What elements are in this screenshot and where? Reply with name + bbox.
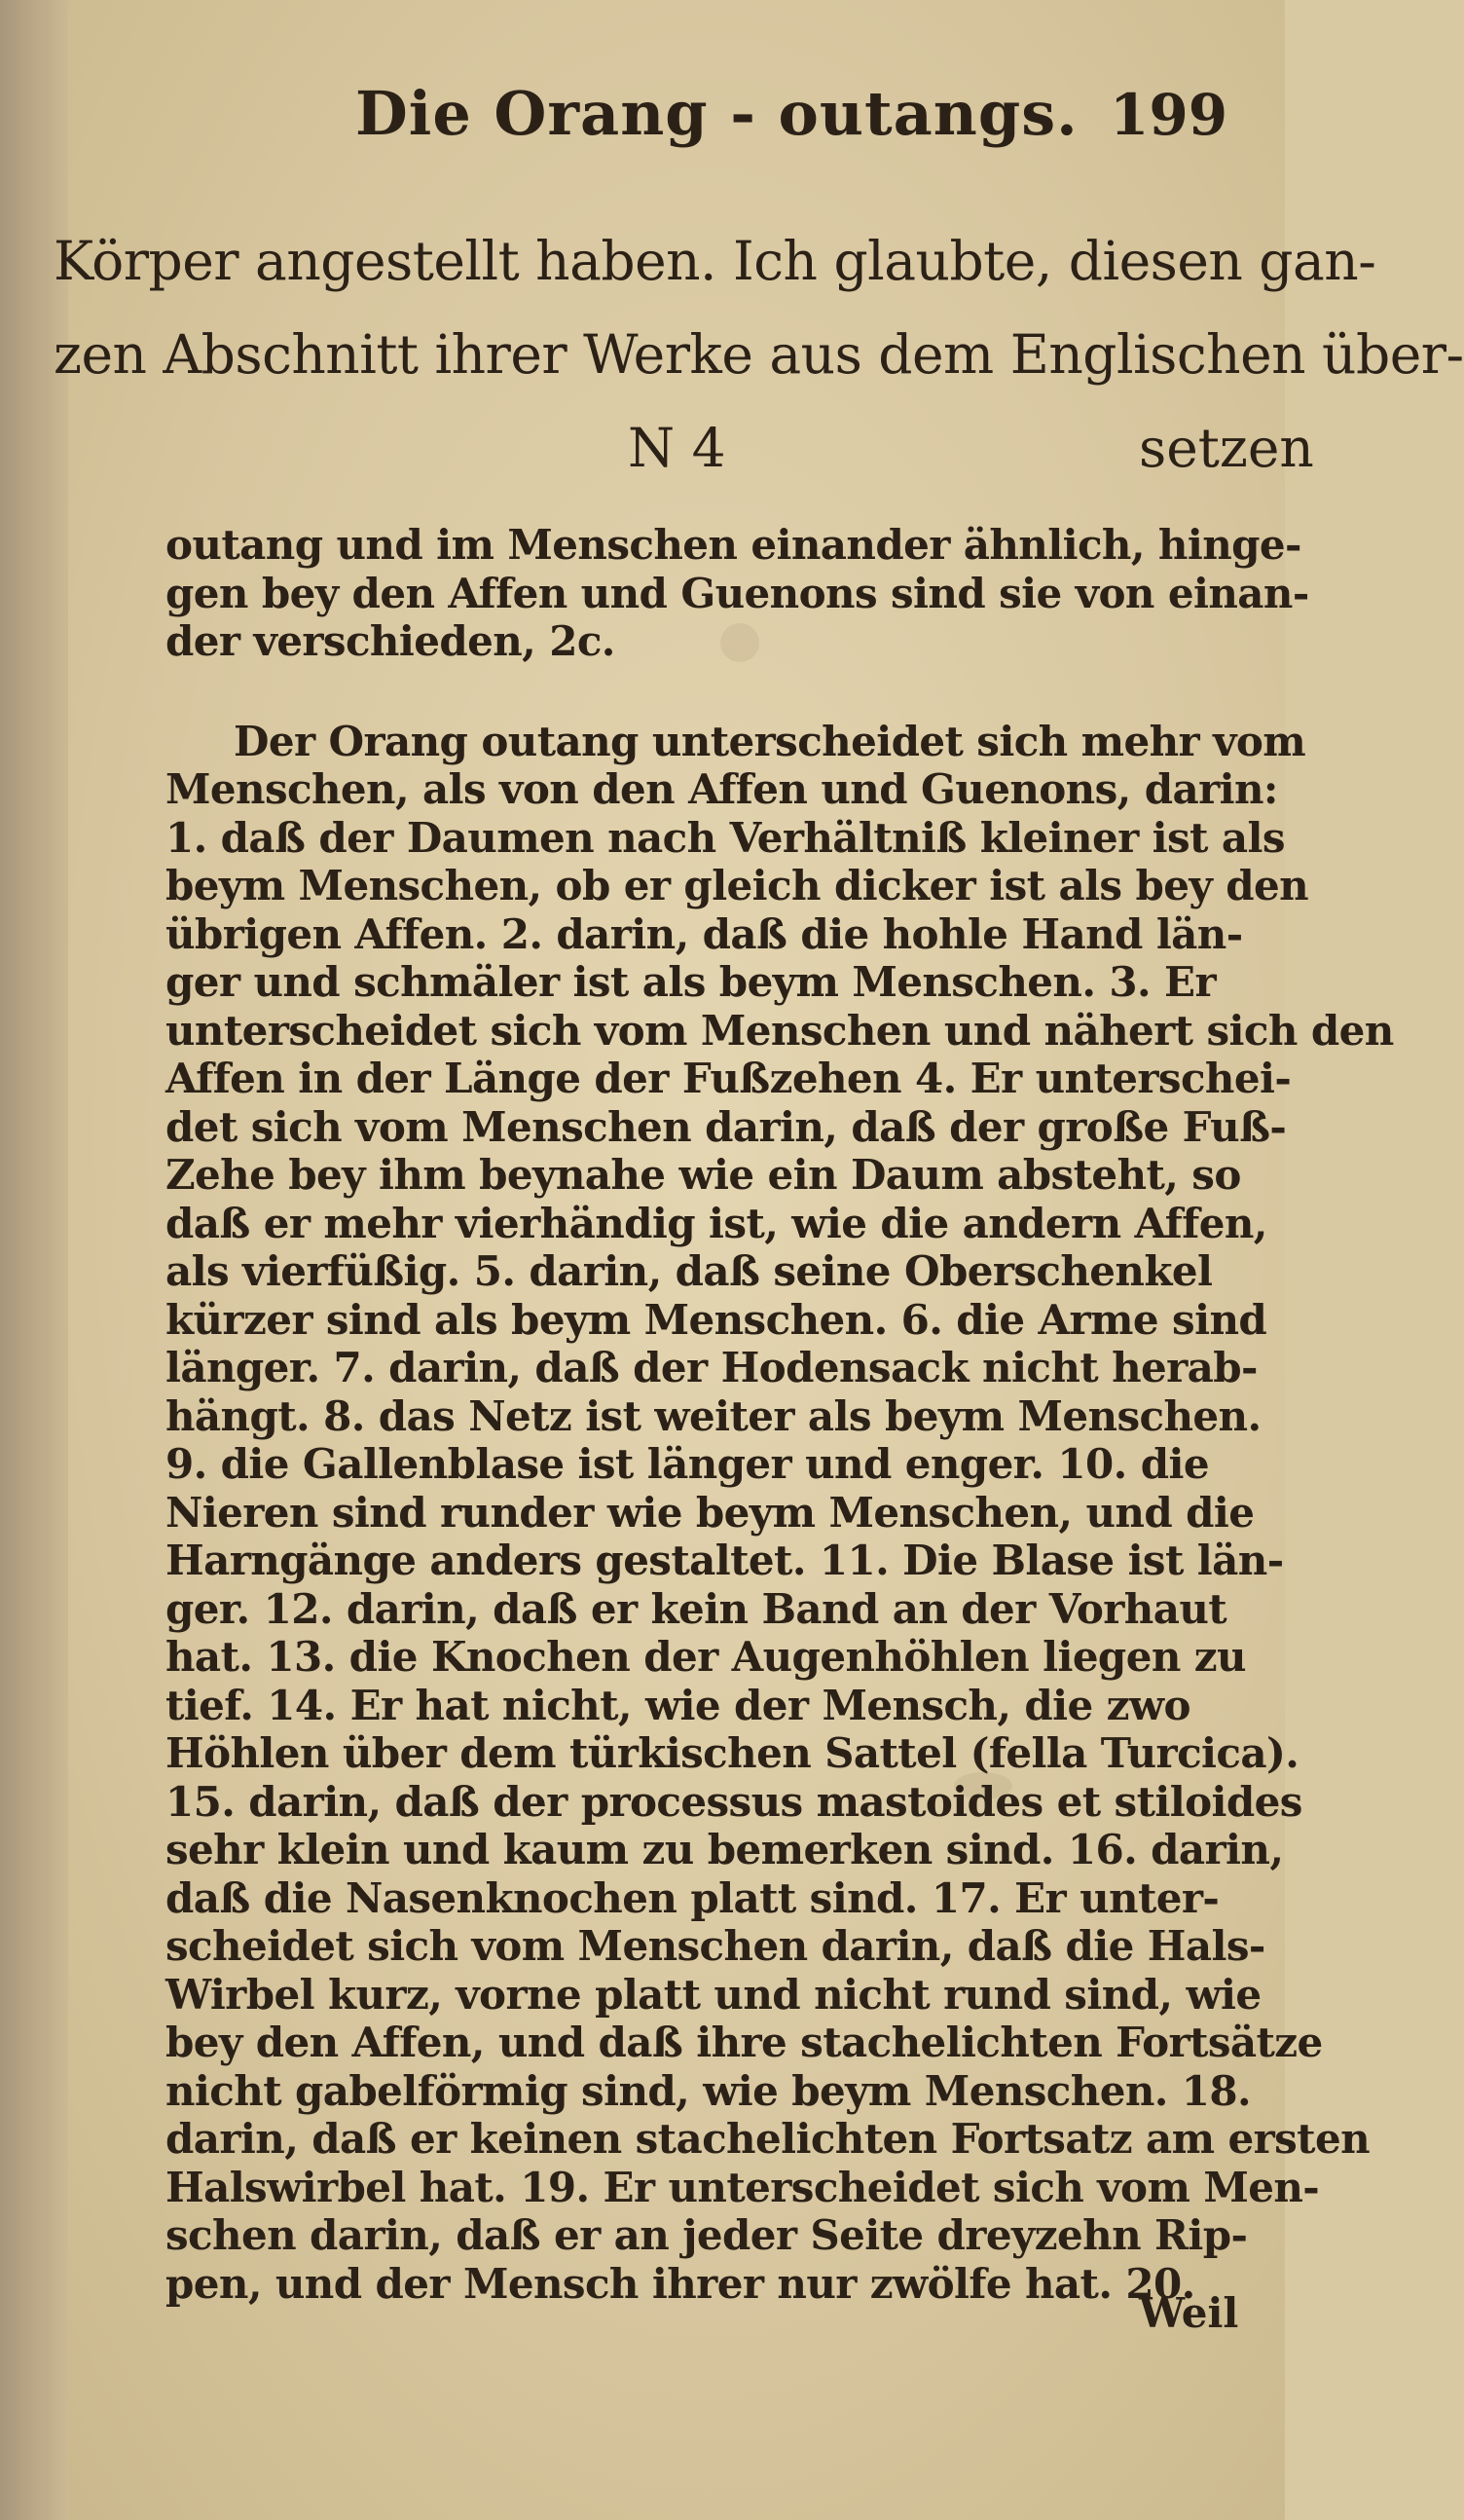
text-line: Harngänge anders gestaltet. 11. Die Blase ist län- (165, 1537, 1284, 1584)
paragraph (165, 717, 1394, 2260)
text-line: bey den Affen, und daß ihre stachelichten Fortsätze (165, 2019, 1323, 2066)
text-line: Höhlen über dem türkischen Sattel (fella Turcica). (165, 1729, 1299, 1777)
text-line: det sich vom Menschen darin, daß der große Fuß- (165, 1102, 1287, 1151)
text-line: 9. die Gallenblase ist länger und enger. 10. die (165, 1440, 1209, 1488)
text-line: sehr klein und kaum zu bemerken sind. 16. darin, (165, 1826, 1284, 1873)
text-line: Halswirbel hat. 19. Er unterscheidet sich vom Men- (165, 2163, 1320, 2211)
text-line: der verschieden, 2c. (165, 617, 615, 665)
signature-row (54, 401, 1314, 495)
lower-text-block (165, 521, 1394, 2337)
page-header (0, 68, 1285, 156)
text-line: schen darin, daß er an jeder Seite dreyzehn Rip- (165, 2211, 1248, 2259)
running-head: Die Orang - outangs. (355, 78, 1079, 149)
text-line: ger. 12. darin, daß er kein Band an der Vorhaut (165, 1584, 1227, 1633)
text-line: daß er mehr vierhändig ist, wie die andern Affen, (165, 1199, 1267, 1247)
text-line: Nieren sind runder wie beym Menschen, und die (165, 1488, 1255, 1537)
text-line: 1. daß der Daumen nach Verhältniß kleiner ist als (165, 813, 1285, 862)
upper-text-block (54, 214, 1464, 495)
text-line: Der Orang outang unterscheidet sich mehr vom (234, 717, 1306, 765)
text-line: Affen in der Länge der Fußzehen 4. Er unterschei- (165, 1055, 1292, 1102)
text-line: zen Abschnitt ihrer Werke aus dem Englischen über- (54, 323, 1464, 386)
text-line: beym Menschen, ob er gleich dicker ist als bey den (165, 862, 1309, 909)
text-line: gen bey den Affen und Guenons sind sie von einan- (165, 569, 1309, 617)
paragraph-gap (165, 666, 1246, 718)
page-number: 199 (1110, 82, 1228, 148)
text-line: kürzer sind als beym Menschen. 6. die Arme sind (165, 1295, 1267, 1344)
text-line: übrigen Affen. 2. darin, daß die hohle Hand län- (165, 909, 1243, 958)
text-line: 15. darin, daß der processus mastoides et stiloides (165, 1777, 1302, 1826)
last-line-row (165, 2259, 1246, 2337)
text-line: tief. 14. Er hat nicht, wie der Mensch, die zwo (165, 1681, 1190, 1729)
text-line: Körper angestellt haben. Ich glaubte, diesen gan- (54, 230, 1376, 292)
text-line: ger und schmäler ist als beym Menschen. 3. Er (165, 958, 1216, 1006)
catchword: Weil (1139, 2288, 1239, 2337)
text-line: scheidet sich vom Menschen darin, daß die Hals- (165, 1922, 1265, 1970)
text-line: Zehe bey ihm beynahe wie ein Daum absteht, so (165, 1151, 1241, 1199)
text-line: nicht gabelförmig sind, wie beym Menschen. 18. (165, 2066, 1252, 2115)
text-line: darin, daß er keinen stachelichten Fortsatz am ersten (165, 2115, 1371, 2163)
signature-mark: N 4 (628, 417, 726, 479)
catchword: setzen (1139, 417, 1314, 479)
text-line: hängt. 8. das Netz ist weiter als beym Menschen. (165, 1391, 1262, 1440)
text-line: als vierfüßig. 5. darin, daß seine Oberschenkel (165, 1247, 1213, 1295)
text-line: Wirbel kurz, vorne platt und nicht rund sind, wie (165, 1970, 1262, 2019)
text-line: länger. 7. darin, daß der Hodensack nicht herab- (165, 1344, 1258, 1391)
text-line: outang und im Menschen einander ähnlich, hinge- (165, 521, 1301, 569)
text-line: unterscheidet sich vom Menschen und nähert sich den (165, 1006, 1394, 1055)
text-line: daß die Nasenknochen platt sind. 17. Er unter- (165, 1873, 1220, 1922)
paragraph (165, 521, 1309, 666)
text-line: pen, und der Mensch ihrer nur zwölfe hat. 20. (165, 2259, 1195, 2308)
text-line: hat. 13. die Knochen der Augenhöhlen liegen zu (165, 1633, 1246, 1681)
text-line: Menschen, als von den Affen und Guenons, darin: (165, 765, 1278, 813)
